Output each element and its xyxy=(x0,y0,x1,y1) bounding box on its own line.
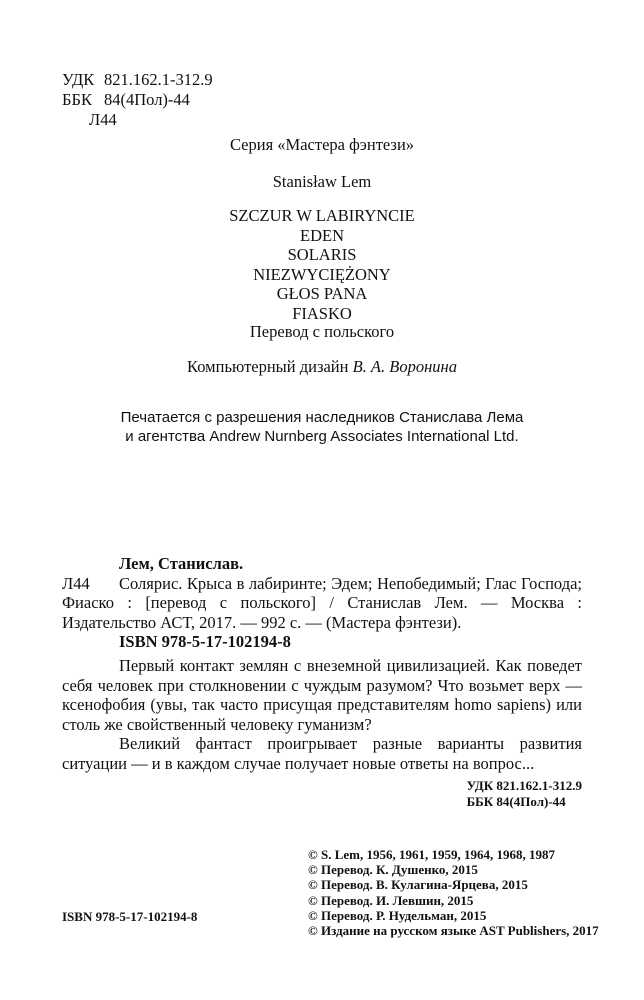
bib-heading: Лем, Станислав. xyxy=(119,554,244,573)
bbk-label: ББК xyxy=(62,90,92,109)
bib-isbn: ISBN 978-5-17-102194-8 xyxy=(119,632,291,652)
original-title: SOLARIS xyxy=(287,245,357,264)
copyright-line: © Перевод. Р. Нудельман, 2015 xyxy=(308,907,487,923)
translation-note: Перевод с польского xyxy=(249,322,395,341)
classification-block xyxy=(62,70,213,130)
original-title: SZCZUR W LABIRYNCIE xyxy=(229,206,415,225)
copyright-line: © Перевод. И. Левшин, 2015 xyxy=(308,892,474,908)
permission-line: и агентства Andrew Nurnberg Associates International Ltd. xyxy=(125,428,519,445)
permission-line: Печатается с разрешения наследников Станислава Лема xyxy=(120,409,524,426)
copyright-line: © S. Lem, 1956, 1961, 1959, 1964, 1968, 1987 xyxy=(308,847,555,862)
copyright-block xyxy=(308,847,599,938)
udk-label: УДК xyxy=(62,70,95,89)
original-title: GŁOS PANA xyxy=(276,284,368,303)
design-credit-prefix: Компьютерный дизайн xyxy=(187,357,349,376)
permission-note xyxy=(0,408,644,446)
copyright-line: © Издание на русском языке AST Publishers, 2017 xyxy=(308,923,599,939)
original-author: Stanisław Lem xyxy=(272,172,372,191)
udk-value: 821.162.1-312.9 xyxy=(104,70,213,89)
copyright-line: © Перевод. К. Душенко, 2015 xyxy=(308,862,478,878)
series-title: Серия «Мастера фэнтези» xyxy=(229,135,415,154)
original-titles xyxy=(0,206,644,323)
bibliography-record xyxy=(62,554,582,774)
original-title: EDEN xyxy=(300,225,344,245)
bib-annotation: Великий фантаст проигрывает разные варианты развития ситуации — и в каждом случае получает новые ответы на вопрос... xyxy=(62,734,582,773)
bib-mark: Л44 xyxy=(62,573,90,593)
original-title: FIASKO xyxy=(292,303,352,323)
author-mark: Л44 xyxy=(89,110,117,129)
right-codes xyxy=(467,778,582,810)
isbn-bottom: ISBN 978-5-17-102194-8 xyxy=(62,909,198,924)
copyright-line: © Перевод. В. Кулагина-Ярцева, 2015 xyxy=(308,877,528,893)
design-credit xyxy=(0,357,644,377)
right-udk: УДК 821.162.1-312.9 xyxy=(466,778,582,793)
bib-entry: Солярис. Крыса в лабиринте; Эдем; Непобедимый; Глас Господа; Фиаско : [перевод с польского] / Станислав Лем. — Москва : Издательство АСТ, 2017. — 992 с. — (Мастера фэнтези). xyxy=(62,573,582,632)
right-bbk: ББК 84(4Пол)-44 xyxy=(466,794,566,809)
bib-annotation: Первый контакт землян с внеземной цивилизацией. Как поведет себя человек при столкновении с чуждым разумом? Что возьмет верх — ксенофобия (увы, так часто присущая представителям homo sapiens) или столь же свойственный человеку гуманизм? xyxy=(62,655,582,734)
bib-entry-wrap xyxy=(62,574,582,633)
original-title: NIEZWYCIĘŻONY xyxy=(253,264,391,284)
bbk-row xyxy=(62,90,213,110)
design-credit-name: В. А. Воронина xyxy=(352,357,457,376)
udk-row xyxy=(62,70,213,90)
bbk-value: 84(4Пол)-44 xyxy=(104,90,190,109)
